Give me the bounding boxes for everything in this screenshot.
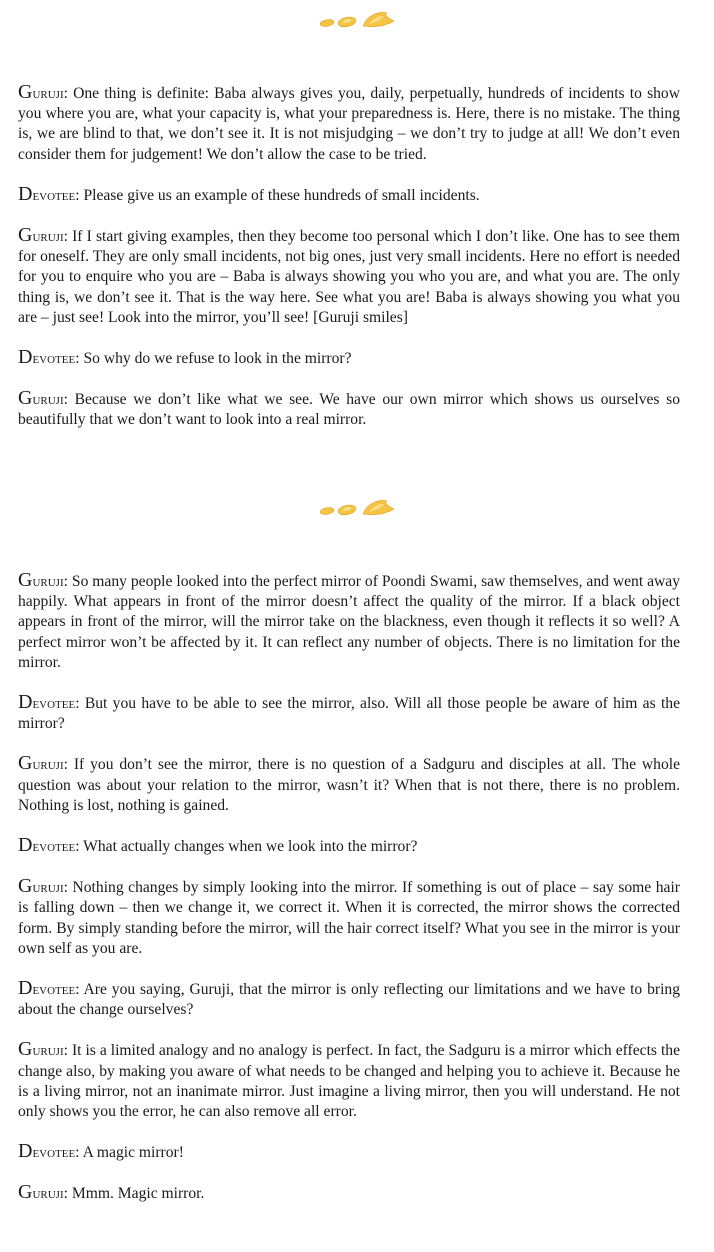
- speaker-label: Guruji: [18, 224, 64, 247]
- dialogue-paragraph: Guruji: If you don’t see the mirror, there is no question of a Sadguru and disciples at all. The whole question was about your relation to the mirror, wasn’t it? When that is not there, there is no problem. Nothing is lost, nothing is gained.: [18, 752, 680, 814]
- dialogue-text: But you have to be able to see the mirror, also. Will all those people be aware of him as the mirror?: [18, 695, 681, 733]
- dialogue-text: Nothing changes by simply looking into the mirror. If something is out of place – say some hair is falling down – then we change it, we correct it. When it is corrected, the mirror shows the corrected form. By simply standing before the mirror, will the hair correct itself? What you see in the mirror is your own self as you are.: [18, 879, 681, 957]
- dialogue-text: It is a limited analogy and no analogy is perfect. In fact, the Sadguru is a mirror which effects the change also, by making you aware of what needs to be changed and helping you to achieve it. Because he is a living mirror, not an inanimate mirror. Just imagine a living mirror, then you will understand. He not only shows you the error, he can also remove all error.: [18, 1042, 681, 1121]
- section-ornament-top: [0, 8, 714, 32]
- dialogue-text: What actually changes when we look into the mirror?: [83, 838, 418, 856]
- dialogue-paragraph: Guruji: One thing is definite: Baba always gives you, daily, perpetually, hundreds of incidents to show you where you are, what your capacity is, what your preparedness is. Here, there is no mistake. The thing is, we are blind to that, we don’t see it. It is not misjudging – we don’t try to judge at all! We don’t even consider them for judgement! We don’t allow the case to be tried.: [18, 81, 680, 163]
- dialogue-text: One thing is definite: Baba always gives you, daily, perpetually, hundreds of incidents to show you where you are, what your capacity is, what your preparedness is. Here, there is no mistake. The thing is, we are blind to that, we don’t see it. It is not misjudging – we don’t try to judge at all! We don’t even consider them for judgement! We don’t allow the case to be tried.: [18, 85, 680, 163]
- section-ornament-middle: [0, 496, 714, 520]
- dialogue-paragraph: Guruji: Nothing changes by simply looking into the mirror. If something is out of place – say some hair is falling down – then we change it, we correct it. When it is corrected, the mirror shows the corrected form. By simply standing before the mirror, will the hair correct itself? What you see in the mirror is your own self as you are.: [18, 875, 681, 957]
- dialogue-text: So why do we refuse to look in the mirror?: [83, 350, 352, 368]
- flame-leaf-ornament-icon: [317, 9, 397, 31]
- speaker-label: Devotee: [18, 691, 76, 714]
- speaker-label: Devotee: [18, 346, 76, 369]
- flame-leaf-ornament-icon: [317, 497, 397, 519]
- speaker-label: Guruji: [18, 81, 64, 103]
- dialogue-paragraph: Devotee: What actually changes when we look into the mirror?: [18, 834, 418, 857]
- dialogue-paragraph: Guruji: Mmm. Magic mirror.: [18, 1181, 205, 1204]
- speaker-label: Devotee: [18, 182, 76, 205]
- speaker-label: Guruji: [18, 875, 64, 898]
- dialogue-paragraph: Guruji: It is a limited analogy and no analogy is perfect. In fact, the Sadguru is a mirror which effects the change also, by making you aware of what needs to be changed and helping you to achieve it. Because he is a living mirror, not an inanimate mirror. Just imagine a living mirror, then you will understand. He not only shows you the error, he can also remove all error.: [18, 1038, 681, 1121]
- dialogue-text: Mmm. Magic mirror.: [71, 1185, 205, 1203]
- dialogue-text: Please give us an example of these hundreds of small incidents.: [83, 186, 480, 204]
- dialogue-text: Because we don’t like what we see. We have our own mirror which shows us ourselves so beautifully that we don’t want to look into a real mirror.: [18, 391, 680, 429]
- dialogue-text: If you don’t see the mirror, there is no question of a Sadguru and disciples at all. The whole question was about your relation to the mirror, wasn’t it? When that is not there, there is no problem. Nothing is lost, nothing is gained.: [18, 756, 680, 814]
- dialogue-paragraph: Devotee: Are you saying, Guruji, that the mirror is only reflecting our limitations and we have to bring about the change ourselves?: [18, 977, 680, 1019]
- dialogue-section-1: [18, 82, 680, 450]
- dialogue-section-2: [18, 570, 680, 1224]
- speaker-label: Guruji: [18, 569, 64, 591]
- speaker-label: Guruji: [18, 387, 64, 410]
- dialogue-paragraph: Guruji: Because we don’t like what we see. We have our own mirror which shows us ourselves so beautifully that we don’t want to look into a real mirror.: [18, 387, 680, 429]
- speaker-label: Devotee: [18, 1140, 76, 1163]
- dialogue-text: A magic mirror!: [82, 1144, 184, 1162]
- dialogue-text: If I start giving examples, then they become too personal which I don’t like. One has to see them for oneself. They are only small incidents, not big ones, just very small incidents. Here no effort is needed for you to enquire who you are – Baba is always showing you who you are, and what you are. The only thing is, we don’t see it. That is the way here. See what you are! Baba is always showing you what you are – just see! Look into the mirror, you’ll see! [Guruji smiles]: [18, 228, 680, 326]
- dialogue-paragraph: Devotee: A magic mirror!: [18, 1140, 184, 1163]
- speaker-label: Guruji: [18, 1038, 64, 1061]
- speaker-label: Devotee: [18, 834, 76, 857]
- dialogue-paragraph: Devotee: Please give us an example of these hundreds of small incidents.: [18, 182, 480, 205]
- dialogue-paragraph: Devotee: So why do we refuse to look in the mirror?: [18, 346, 352, 369]
- dialogue-text: Are you saying, Guruji, that the mirror is only reflecting our limitations and we have to bring about the change ourselves?: [18, 981, 680, 1019]
- speaker-label: Devotee: [18, 977, 76, 1000]
- dialogue-paragraph: Guruji: If I start giving examples, then they become too personal which I don’t like. One has to see them for oneself. They are only small incidents, not big ones, just very small incidents. Here no effort is needed for you to enquire who you are – Baba is always showing you who you are, and what you are. The only thing is, we don’t see it. That is the way here. See what you are! Baba is always showing you what you are – just see! Look into the mirror, you’ll see! [Guruji smiles]: [18, 224, 680, 326]
- dialogue-text: So many people looked into the perfect mirror of Poondi Swami, saw themselves, and went away happily. What appears in front of the mirror doesn’t affect the quality of the mirror. If a black object appears in front of the mirror, will the mirror take on the blackness, even though it reflects it so well? A perfect mirror won’t be affected by it. It can reflect any number of objects. There is no limitation for the mirror.: [18, 573, 680, 671]
- speaker-label: Guruji: [18, 752, 64, 775]
- dialogue-paragraph: Guruji: So many people looked into the perfect mirror of Poondi Swami, saw themselves, and went away happily. What appears in front of the mirror doesn’t affect the quality of the mirror. If a black object appears in front of the mirror, will the mirror take on the blackness, even though it reflects it so well? A perfect mirror won’t be affected by it. It can reflect any number of objects. There is no limitation for the mirror.: [18, 569, 680, 671]
- dialogue-paragraph: Devotee: But you have to be able to see the mirror, also. Will all those people be aware of him as the mirror?: [18, 691, 681, 733]
- speaker-label: Guruji: [18, 1181, 64, 1204]
